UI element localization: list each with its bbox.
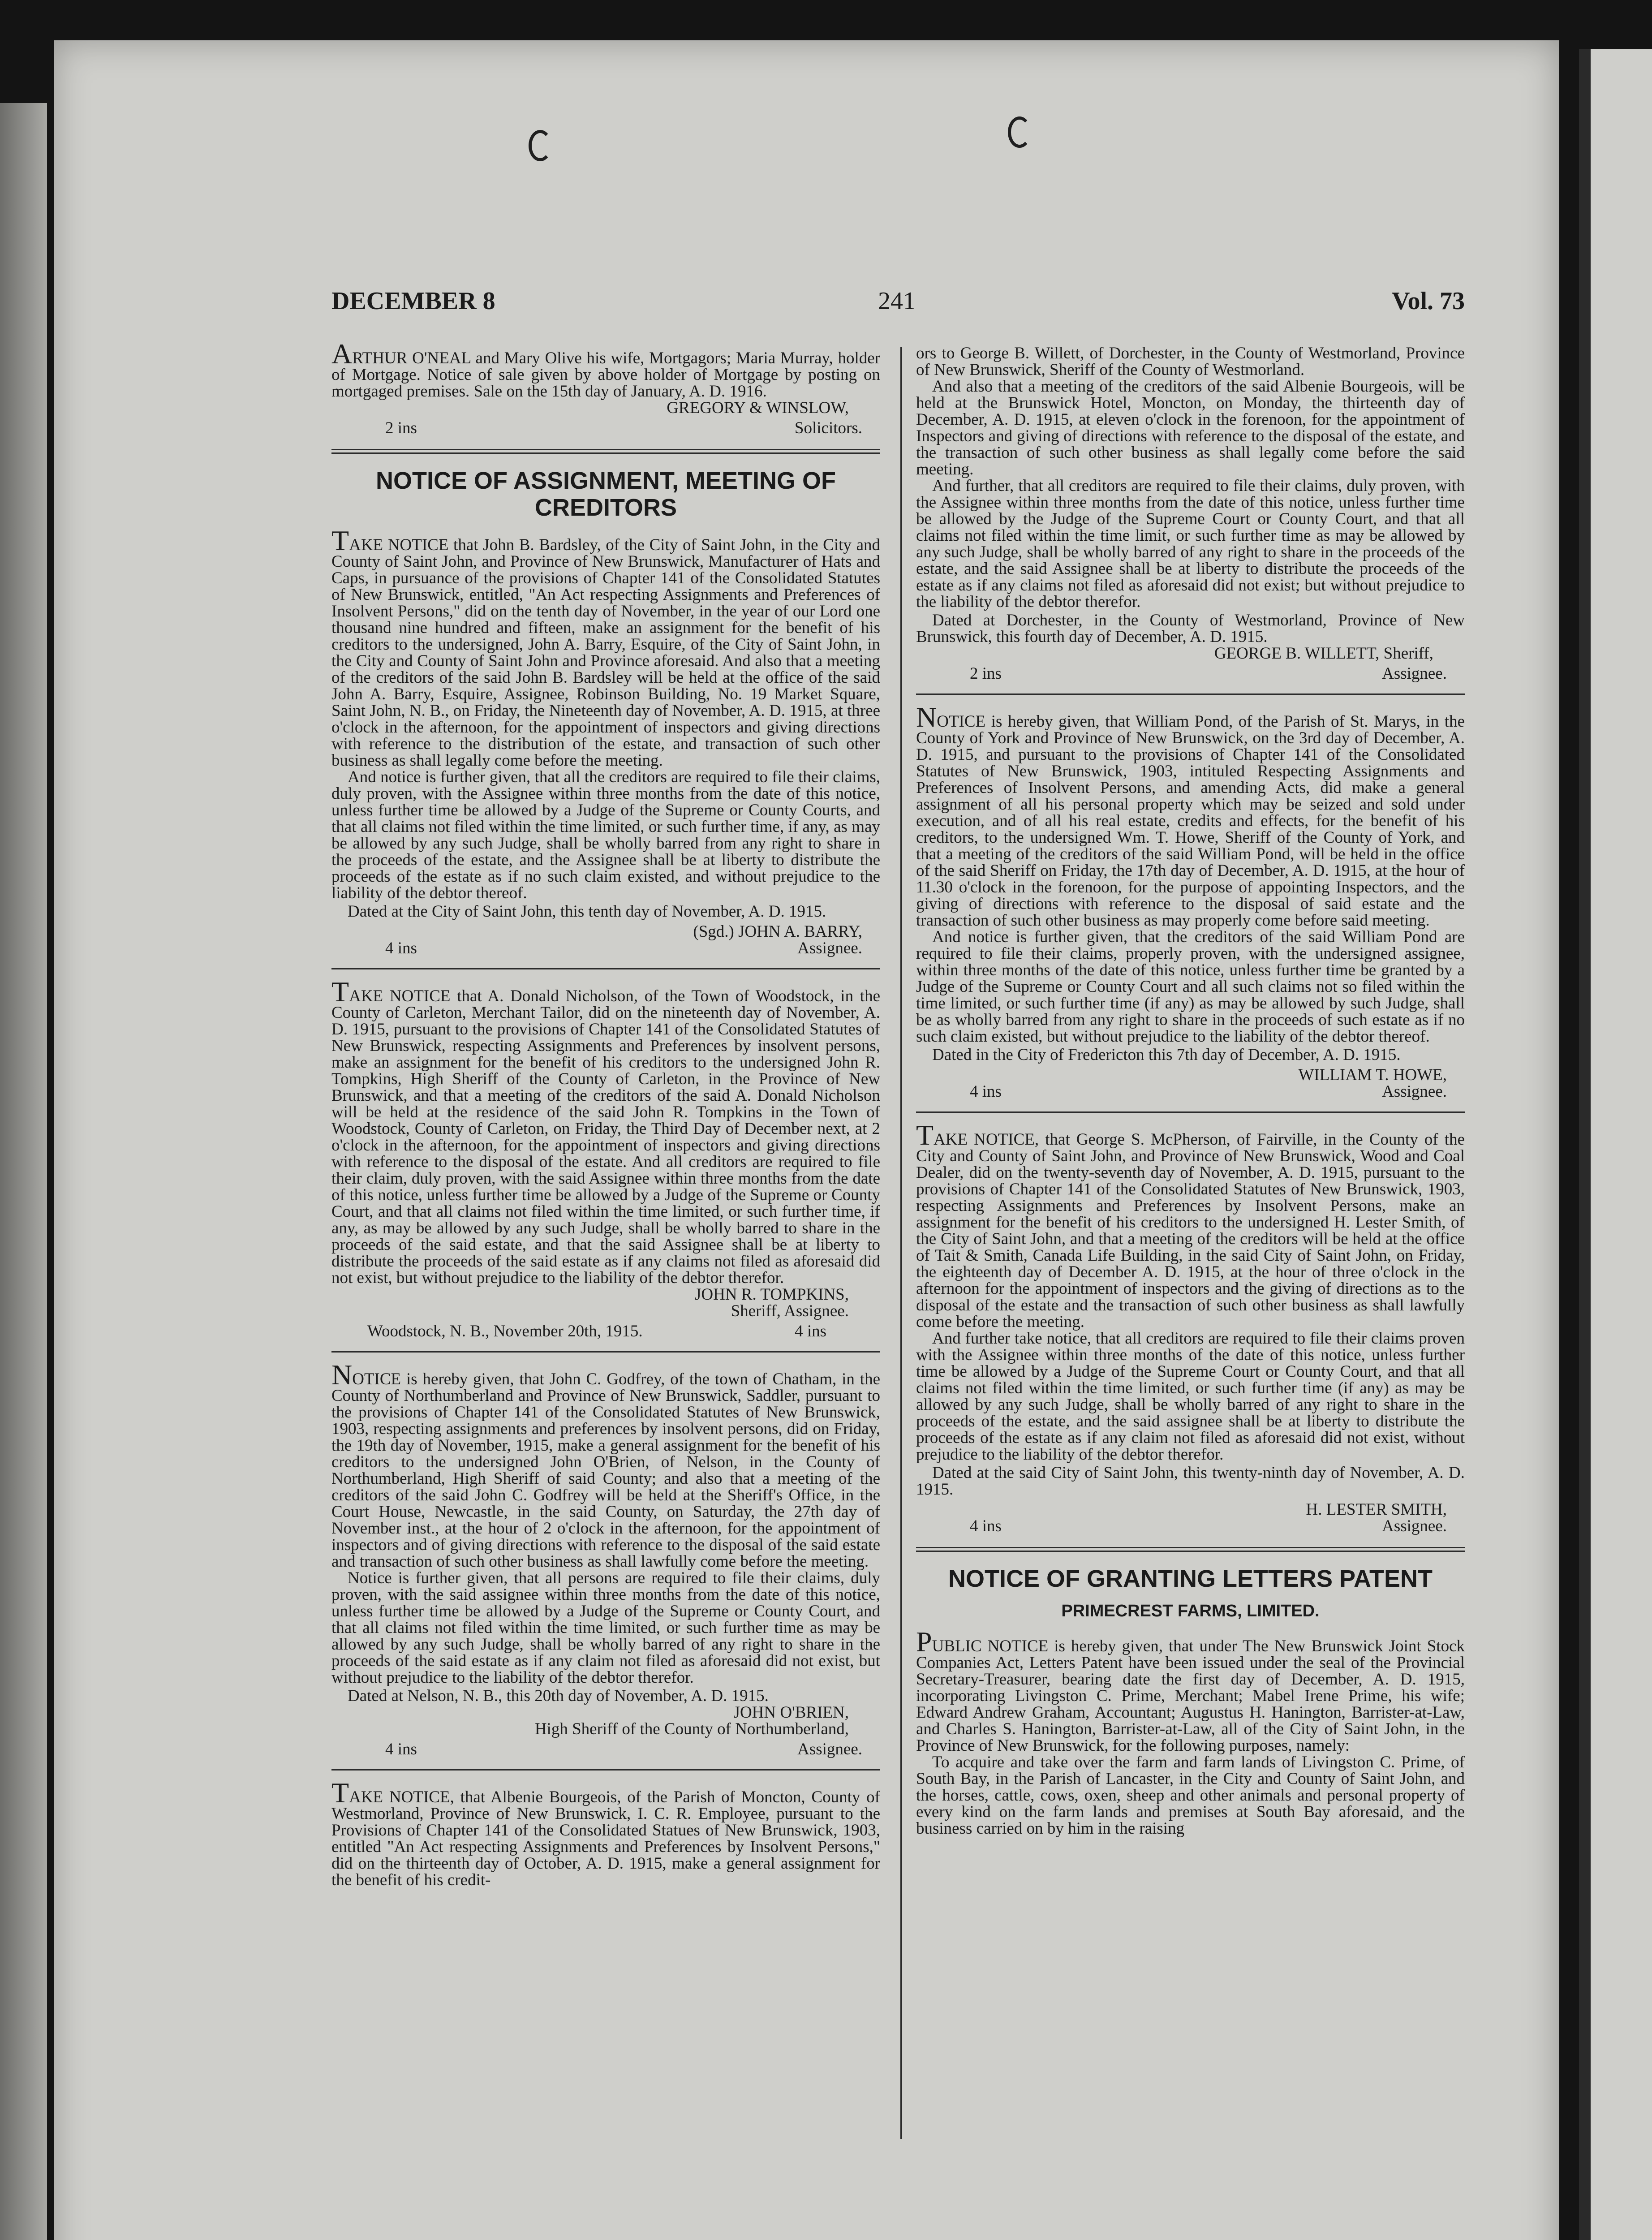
book-spine [0,103,47,2240]
notice-body: TAKE NOTICE that A. Donald Nicholson, of the Town of Woodstock, in the County of Carleton, Merchant Tailor, did on the nineteenth day of November, A. D. 1915, pursuant to the provisions of Chapter 141 of the Consolidated Statutes of New Brunswick, respecting Assignments and Preferences by insolvent persons, make an assignment for the benefit of his creditors to the undersigned John R. Tompkins, High Sheriff of the County of Carleton, in the Province of New Brunswick, and that a meeting of the creditors of the said A. Donald Nicholson will be held at the residence of the said John R. Tompkins in the Town of Woodstock, County of Carleton, on Friday, the Third Day of December next, at 2 o'clock in the afternoon, for the appointment of inspectors and giving directions with reference to the disposal of the estate. And all creditors are required to file their claim, duly proven, with the said Assignee within three months from the date of this notice, unless further time be allowed by a Judge of the Supreme or County Court, and that all claims not filed within the time limited, or such further time, if any, as may be allowed by any such Judge, shall be wholly barred to share in the proceeds of the said estate, and that the said Assignee shall be at liberty to distribute the proceeds of the said estate as if any claims not filed as aforesaid did not exist, but without prejudice to the liability of the debtor therefor. [331,976,880,1287]
notice-dated: Dated at Nelson, N. B., this 20th day of November, A. D. 1915. [348,1687,769,1705]
signer-role: Assignee. [797,1740,862,1758]
notice-oneal-mortgage [331,338,880,437]
page-gutter-shadow [1579,49,1591,2240]
insertions-count: 4 ins [970,1082,1002,1101]
place-date-text: Woodstock, N. B., November 20th, 1915. [367,1322,643,1340]
notice-dated: Dated at the City of Saint John, this tenth day of November, A. D. 1915. [348,902,826,921]
notice-body: TAKE NOTICE, that George S. McPherson, of Fairville, in the County of the City and County of Saint John, and Province of New Brunswick, Wood and Coal Dealer, did on the twenty-seventh day of November, A. D. 1915, pursuant to the provisions of Chapter 141 of the Consolidated Statutes of New Brunswick, 1903, respecting Assignments and Preferences by Insolvent Persons, make an assignment for the benefit of his creditors to the undersigned H. Lester Smith, of the City of Saint John, and that a meeting of the creditors will be held at the office of Tait & Smith, Canada Life Building, in the said City of Saint John, on Friday, the eighteenth day of December A. D. 1915, at the hour of three o'clock in the afternoon for the appointment of inspectors and the giving of directions as to the disposal of the estate and the transaction of such other business as shall lawfully come before the meeting. [916,1119,1465,1331]
notice-body: ors to George B. Willett, of Dorchester, in the County of Westmorland, Province of New Brunswick, Sheriff of the County of Westmorland. [916,344,1465,379]
notice-body: And notice is further given, that the creditors of the said William Pond are required to file their claims, properly proven, with the undersigned assignee, within three months of the date of this notice, unless further time be granted by a Judge of the Supreme or County Court and all such claims not so filed within the time limited, or such further time (if any) as may be allowed by such Judge, shall be as wholly barred from any right to share in the proceeds of such estate as if no such claim existed, but without prejudice to the liability of the debtor thereof. [916,928,1465,1046]
punch-hole-mark [1008,116,1031,148]
signer-name [693,923,880,956]
notice-signature [916,665,1465,682]
section-heading: NOTICE OF GRANTING LETTERS PATENT [948,1565,1433,1592]
facing-page-edge [1579,49,1652,2240]
signer-role: Assignee. [1382,664,1447,683]
notice-signature [331,1741,880,1758]
page-header [331,287,1465,318]
notice-signature [916,1067,1465,1100]
notice-pond [916,701,1465,1101]
signer-role: Assignee. [1382,1082,1447,1101]
notice-signature [331,923,880,956]
notice-place-date [331,1323,880,1340]
notice-signature [916,1501,1465,1534]
notice-body: TAKE NOTICE that John B. Bardsley, of the City of Saint John, in the City and County of Saint John, and Province of New Brunswick, Manufacturer of Hats and Caps, in pursuance of the provisions of Chapter 141 of the Consolidated Statutes of New Brunswick, entitled, "An Act respecting Assignments and Preferences of Insolvent Persons," did on the tenth day of November, in the year of our Lord one thousand nine hundred and fifteen, make an assignment for the benefit of his creditors to the undersigned, John A. Barry, Esquire, of the City of Saint John, in the City and County of Saint John and Province aforesaid. And also that a meeting of the creditors of the said John B. Bardsley will be held at the office of the said John A. Barry, Esquire, Assignee, Robinson Building, No. 19 Market Square, Saint John, N. B., on Friday, the Nineteenth day of November, A. D. 1915, at three o'clock in the afternoon, for the appointment of inspectors and giving directions with reference to the distribution of the estate, and transaction of such other business as shall legally come before the meeting. [331,525,880,770]
notice-dated: Dated in the City of Fredericton this 7th day of December, A. D. 1915. [932,1046,1401,1064]
notice-body: NOTICE is hereby given, that William Pond, of the Parish of St. Marys, in the County of York and Province of New Brunswick, on the 3rd day of December, A. D. 1915, and pursuant to the provisions of Chapter 141 of the Consolidated Statutes of New Brunswick, 1903, intituled Respecting Assignments and Preferences of Insolvent Persons, and amending Acts, did make a general assignment of all his personal property which may be seized and sold under execution, and of all his real estate, credits and effects, for the benefit of his creditors, to the undersigned Wm. T. Howe, Sheriff of the County of York, and that a meeting of the creditors of the said William Pond, will be held in the office of the said Sheriff on Friday, the 17th day of December, A. D. 1915, at the hour of 11.30 o'clock in the forenoon, for the purpose of appointing Inspectors, and the giving of directions with reference to the disposal of said estate and the transaction of such other business as may properly come before said meeting. [916,701,1465,930]
notice-signature [331,420,880,436]
notice-primecrest [916,1626,1465,1838]
header-page-number: 241 [878,287,916,315]
insertions-count: 4 ins [385,1740,417,1758]
notice-body: And notice is further given, that all the creditors are required to file their claims, duly proven, with the Assignee within three months from the date of this notice, unless further time be allowed by a Judge of the Supreme or County Courts, and that all claims not filed within the time limited, or such further time, if any, as may be allowed by any such Judge, shall be wholly barred from any right to share in the proceeds of the estate, and the Assignee shall be at liberty to distribute the proceeds of the estate as if no such claim existed, and without prejudice to the liability of the debtor thereof. [331,768,880,902]
notice-bourgeois-part1 [331,1777,880,1889]
notice-body: And further take notice, that all creditors are required to file their claims proven with the Assignee within three months of the date of this notice, unless further time be allowed by a Judge of the Supreme Court or County Court, and that all claims not filed within the time limited, or such further time (if any) as may be allowed by any such Judge, shall be wholly barred of any right to share in the proceeds of the estate, and the said assignee shall be at liberty to distribute the proceeds of the estate as if any claim not filed as aforesaid did not exist, without prejudice to the liability of the debtor therefor. [916,1329,1465,1464]
signer-role: Assignee. [797,939,862,957]
notice-signer: GREGORY & WINSLOW, [667,399,849,417]
notice-bardsley [331,525,880,957]
section-subheading: PRIMECREST FARMS, LIMITED. [1061,1602,1320,1620]
notice-signer: JOHN O'BRIEN, [733,1703,849,1722]
signer-name [1306,1501,1465,1534]
notice-dated: Dated at Dorchester, in the County of Westmorland, Province of New Brunswick, this fourth day of December, A. D. 1915. [916,611,1465,646]
notice-body: Notice is further given, that all persons are required to file their claims, duly proven, with the said assignee within three months from the date of this notice, unless further time be allowed by a Judge of the Supreme or County Court, and that all claims not filed within the time limited, or such further time as may be allowed by any such Judge, shall be wholly barred of any right to share in the proceeds of the said estate as if any claim not filed as aforesaid did not exist, but without prejudice to the liability of the debtor therefor. [331,1569,880,1687]
notice-nicholson [331,976,880,1340]
insertions-count: 4 ins [970,1517,1002,1535]
notice-body: And further, that all creditors are required to file their claims, duly proven, with the Assignee within three months from the date of this notice, unless further time be allowed by the Judge of the Supreme Court or County Court, and that all claims not filed within the time limit, or such further time as may be allowed by any such Judge, shall be wholly barred of any right to share in the proceeds of the estate, and the said Assignee shall be at liberty to distribute the proceeds of the estate as if any claims not filed as aforesaid did not exist; but without prejudice to the liability of the debtor therefor. [916,477,1465,611]
signer-name-text: H. LESTER SMITH, [1306,1500,1447,1519]
right-column [916,345,1465,1837]
notice-body: TAKE NOTICE, that Albenie Bourgeois, of the Parish of Moncton, County of Westmorland, Province of New Brunswick, I. C. R. Employee, pursuant to the Provisions of Chapter 141 of the Consolidated Statues of New Brunswick, 1903, entitled "An Act respecting Assignments and Preferences by Insolvent Persons," did on the thirteenth day of October, A. D. 1915, make a general assignment for the benefit of his credit- [331,1777,880,1889]
header-date: DECEMBER 8 [331,287,495,315]
notice-rule [331,1769,880,1770]
section-heading: NOTICE OF ASSIGNMENT, MEETING OF CREDITORS [375,467,836,521]
notice-dated: Dated at the said City of Saint John, this twenty-ninth day of November, A. D. 1915. [916,1464,1465,1499]
punch-hole-mark [529,130,552,161]
signer-role: Assignee. [1382,1517,1447,1535]
notice-rule [331,1351,880,1353]
notice-mcpherson [916,1119,1465,1535]
section-rule [331,449,880,454]
insertions-count: 4 ins [795,1322,826,1340]
notice-body: And also that a meeting of the creditors of the said Albenie Bourgeois, will be held at the Brunswick Hotel, Moncton, on Monday, the thirteenth day of December, A. D. 1915, at eleven o'clock in the forenoon, for the appointment of Inspectors and giving of directions with reference to the disposal of the estate, and the transaction of such other business as shall legally come before the said meeting. [916,377,1465,478]
notice-body: ARTHUR O'NEAL and Mary Olive his wife, Mortgagors; Maria Murray, holder of Mortgage. Notice of sale given by above holder of Mortgage by posting on mortgaged premises. Sale on the 15th day of January, A. D. 1916. [331,338,880,401]
signer-name-text: WILLIAM T. HOWE, [1298,1066,1447,1084]
signer-role: Solicitors. [794,419,862,437]
insertions-count: 4 ins [385,939,417,957]
signer-name-text: (Sgd.) JOHN A. BARRY, [693,922,862,941]
signer-role: Sheriff, Assignee. [731,1302,849,1320]
notice-signer: JOHN R. TOMPKINS, [694,1285,849,1304]
notice-body: To acquire and take over the farm and farm lands of Livingston C. Prime, of South Bay, in the Parish of Lancaster, in the City and County of Saint John, and the horses, cattle, cows, oxen, sheep and other animals and personal property of every kind on the farm lands and premises at South Bay aforesaid, and the business carried on by him in the raising [916,1753,1465,1838]
notice-godfrey [331,1359,880,1758]
insertions-count: 2 ins [970,664,1002,683]
notice-body: PUBLIC NOTICE is hereby given, that under The New Brunswick Joint Stock Companies Act, Letters Patent have been issued under the seal of the Provincial Secretary-Treasurer, bearing date the first day of December, A. D. 1915, incorporating Livingston C. Prime, Merchant; Mabel Irene Prime, his wife; Edward Andrew Graham, Accountant; Augustus H. Hanington, Barrister-at-Law, and Charles S. Hanington, Barrister-at-Law, all of the City of Saint John, in the Province of New Brunswick, for the following purposes, namely: [916,1626,1465,1755]
notice-bourgeois-part2 [916,345,1465,682]
signer-name [1298,1067,1465,1100]
insertions-count: 2 ins [385,419,417,437]
header-volume: Vol. 73 [1392,287,1465,315]
signer-role: High Sheriff of the County of Northumberland, [534,1720,849,1738]
notice-body: NOTICE is hereby given, that John C. Godfrey, of the town of Chatham, in the County of Northumberland and Province of New Brunswick, Saddler, pursuant to the provisions of Chapter 141 of the Consolidated Statutes of New Brunswick, 1903, respecting assignments and preferences by insolvent persons, did on Friday, the 19th day of November, 1915, make a general assignment for the benefit of his creditors to the undersigned John O'Brien, of Nelson, in the County of Northumberland, High Sheriff of said County; and also that a meeting of the creditors of the said John C. Godfrey will be held at the Sheriff's Office, in the Court House, Newcastle, in the said County, on Saturday, the 27th day of November inst., at the hour of 2 o'clock in the afternoon, for the appointment of inspectors and of giving directions with reference to the disposal of the said estate and transaction of such other business as shall lawfully come before the meeting. [331,1359,880,1571]
left-column [331,338,880,1889]
notice-rule [916,1111,1465,1113]
notice-signer: GEORGE B. WILLETT, Sheriff, [1214,644,1433,663]
section-rule [916,1547,1465,1552]
notice-rule [916,694,1465,695]
column-divider [900,347,902,2139]
notice-rule [331,968,880,969]
